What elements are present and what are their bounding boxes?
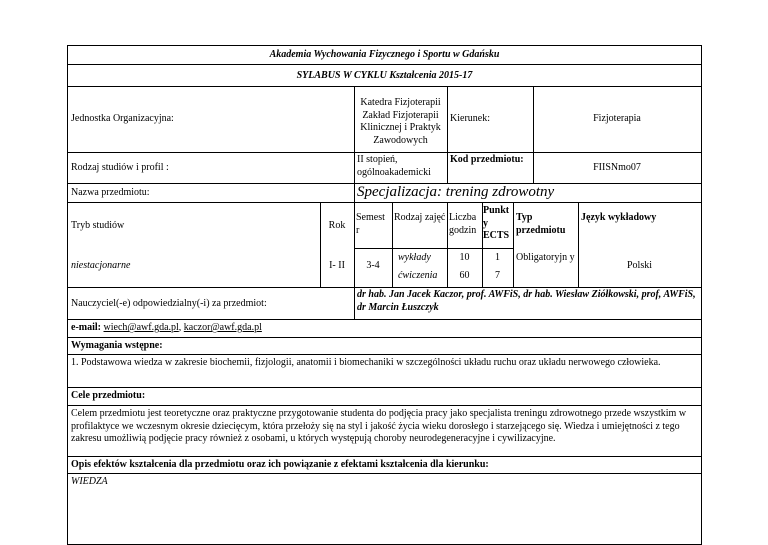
course-type-header: Typ przedmiotu — [516, 212, 566, 236]
goals-text: Celem przedmiotu jest teoretyczne oraz praktyczne przygotowanie studenta do podjęcia pracy jako specjalista treningu zdrowotnego przede wszystkim w profilaktyce we wczesnym okresie dziecięcym, która przełoży się na styl i jakość życia wieku dorosłego i starzejącego się. Wiedza i umiejętności z tego zakresu umożliwią podjęcie pracy również z osobami, u których występują choroby neurodegeneracyjne i cywilizacyjne. — [71, 408, 687, 444]
academy-title: Akademia Wychowania Fizycznego i Sportu w Gdańsku — [269, 49, 500, 60]
language-header: Język wykładowy — [581, 212, 657, 223]
semester-value: 3-4 — [366, 260, 380, 271]
studies-value: II stopień, ogólnoakademicki — [357, 154, 431, 178]
year-header: Rok — [328, 220, 346, 231]
email-separator: , — [178, 322, 182, 333]
hours-lecture: 10 — [459, 252, 470, 263]
class-type-lecture: wykłady — [398, 252, 431, 263]
year-value: I- II — [329, 260, 345, 271]
requirements-text: 1. Podstawowa wiedza w zakresie biochemii, fizjologii, anatomii i biomechaniki w szczególności układu ruchu oraz układu nerwowego człowieka. — [71, 357, 661, 368]
mode-label: Tryb studiów — [71, 220, 125, 231]
unit-value: Katedra Fizjoterapii Zakład Fizjoterapii Klinicznej i Praktyk Zawodowych — [360, 97, 441, 146]
outcomes-title: Opis efektów kształcenia dla przedmiotu oraz ich powiązanie z efektami kształcenia dla kierunku: — [71, 459, 489, 470]
subject-value: Specjalizacja: trening zdrowotny — [357, 184, 555, 200]
knowledge-section: WIEDZA — [71, 476, 108, 487]
class-type-header: Rodzaj zajęć — [394, 212, 446, 223]
syllabus-cycle-title: SYLABUS W CYKLU Kształcenia 2015-17 — [296, 70, 473, 81]
direction-value: Fizjoterapia — [593, 113, 641, 124]
email-label: e-mail: — [71, 322, 101, 333]
hours-exercises: 60 — [459, 270, 470, 281]
unit-label: Jednostka Organizacyjna: — [71, 113, 174, 124]
email-link-2[interactable]: kaczor@awf.gda.pl — [183, 322, 262, 333]
studies-label: Rodzaj studiów i profil : — [71, 162, 169, 173]
code-value: FIISNmo07 — [593, 162, 641, 173]
email-row — [71, 322, 671, 335]
mode-value: niestacjonarne — [71, 260, 131, 271]
class-type-exercises: ćwiczenia — [398, 270, 438, 281]
email-link-1[interactable]: wiech@awf.gda.pl — [103, 322, 179, 333]
teachers-label: Nauczyciel(-e) odpowiedzialny(-i) za przedmiot: — [71, 298, 267, 309]
subject-label: Nazwa przedmiotu: — [71, 187, 150, 198]
ects-header: Punkt y ECTS — [483, 205, 510, 241]
language-value: Polski — [626, 260, 652, 271]
code-label: Kod przedmiotu: — [450, 154, 524, 165]
ects-exercises: 7 — [495, 270, 500, 281]
syllabus-table — [67, 45, 702, 545]
ects-lecture: 1 — [495, 252, 500, 263]
direction-label: Kierunek: — [450, 113, 490, 124]
requirements-title: Wymagania wstępne: — [71, 340, 163, 351]
course-type-value: Obligatoryjn y — [516, 252, 575, 263]
hours-header: Liczba godzin — [449, 212, 477, 236]
semester-header: Semest r — [356, 212, 385, 236]
teachers-value: dr hab. Jan Jacek Kaczor, prof. AWFiS, dr hab. Wiesław Ziółkowski, prof, AWFiS, dr Marcin Łuszczyk — [357, 289, 696, 313]
goals-title: Cele przedmiotu: — [71, 390, 146, 401]
